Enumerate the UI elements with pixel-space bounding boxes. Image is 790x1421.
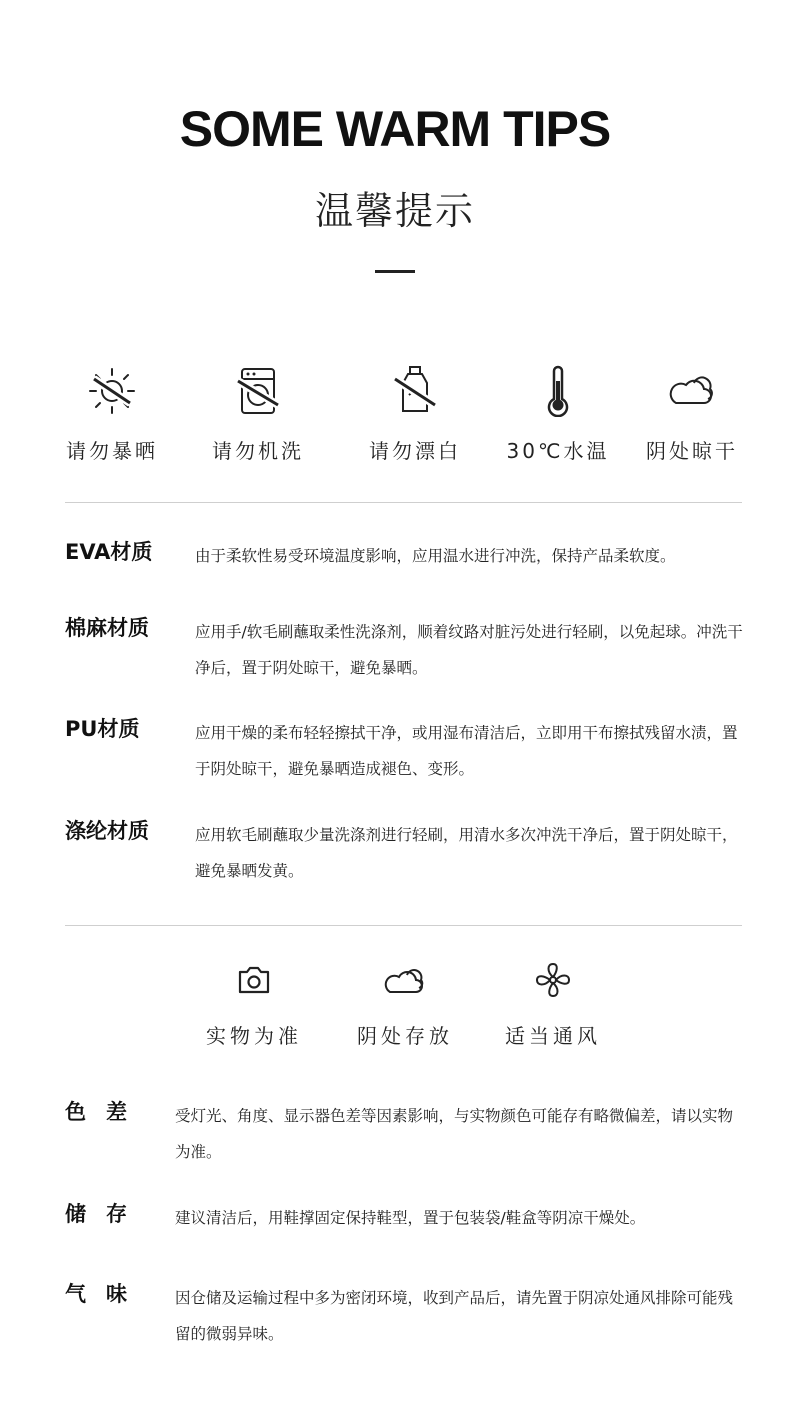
material-desc: 应用手/软毛刷蘸取柔性洗涤剂，顺着纹路对脏污处进行轻刷，以免起球。冲洗干净后，置于阴处晾干，避免暴晒。 — [195, 623, 743, 677]
section-divider — [65, 502, 742, 503]
material-desc: 应用干燥的柔布轻轻擦拭干净，或用湿布清洁后，立即用干布擦拭残留水渍，置于阴处晾干，避免暴晒造成褪色、变形。 — [195, 724, 738, 778]
tip-label: 阴处存放 — [357, 1024, 453, 1048]
note-desc: 受灯光、角度、显示器色差等因素影响，与实物颜色可能存有略微偏差，请以实物为准。 — [175, 1107, 734, 1161]
note-name: 色差 — [65, 1100, 147, 1124]
tip-item-ventilate — [473, 960, 633, 1049]
no-bleach-icon — [389, 365, 441, 417]
material-desc: 由于柔软性易受环境温度影响，应用温水进行冲洗，保持产品柔软度。 — [195, 547, 676, 565]
camera-icon — [234, 960, 274, 1000]
care-label: 请勿机洗 — [212, 439, 304, 463]
tip-item-actual — [174, 960, 334, 1049]
care-label: 请勿漂白 — [369, 439, 461, 463]
title-divider — [375, 270, 415, 273]
cloud-icon — [382, 960, 428, 1000]
title-cn: 温馨提示 — [314, 189, 475, 233]
cloud-icon — [666, 365, 718, 417]
tip-label: 实物为准 — [206, 1024, 302, 1048]
thermometer-icon — [532, 365, 584, 417]
no-sun-icon — [86, 365, 138, 417]
care-label: 30℃水温 — [506, 439, 610, 463]
fan-icon — [533, 960, 573, 1000]
note-name: 气味 — [65, 1282, 147, 1306]
note-desc: 建议清洁后，用鞋撑固定保持鞋型，置于包装袋/鞋盒等阴凉干燥处。 — [175, 1209, 646, 1227]
care-item-shade-dry — [632, 365, 752, 464]
note-desc: 因仓储及运输过程中多为密闭环境，收到产品后，请先置于阴凉处通风排除可能残留的微弱异味。 — [175, 1289, 734, 1343]
material-name: 棉麻材质 — [65, 616, 149, 640]
care-item-no-bleach — [355, 365, 475, 464]
material-name: PU材质 — [65, 717, 140, 741]
title-en: SOME WARM TIPS — [179, 101, 611, 157]
care-item-no-machine-wash — [198, 365, 318, 464]
tip-label: 适当通风 — [505, 1024, 601, 1048]
material-desc: 应用软毛刷蘸取少量洗涤剂进行轻刷，用清水多次冲洗干净后，置于阴处晾干，避免暴晒发黄。 — [195, 826, 738, 880]
note-name: 储存 — [65, 1202, 147, 1226]
care-item-thermometer — [498, 365, 618, 464]
material-name: EVA材质 — [65, 540, 153, 564]
section-divider — [65, 925, 742, 926]
no-machine-wash-icon — [232, 365, 284, 417]
care-label: 请勿暴晒 — [66, 439, 158, 463]
care-label: 阴处晾干 — [646, 439, 738, 463]
material-name: 涤纶材质 — [65, 819, 149, 843]
tip-item-shade-store — [325, 960, 485, 1049]
care-item-no-sun — [52, 365, 172, 464]
